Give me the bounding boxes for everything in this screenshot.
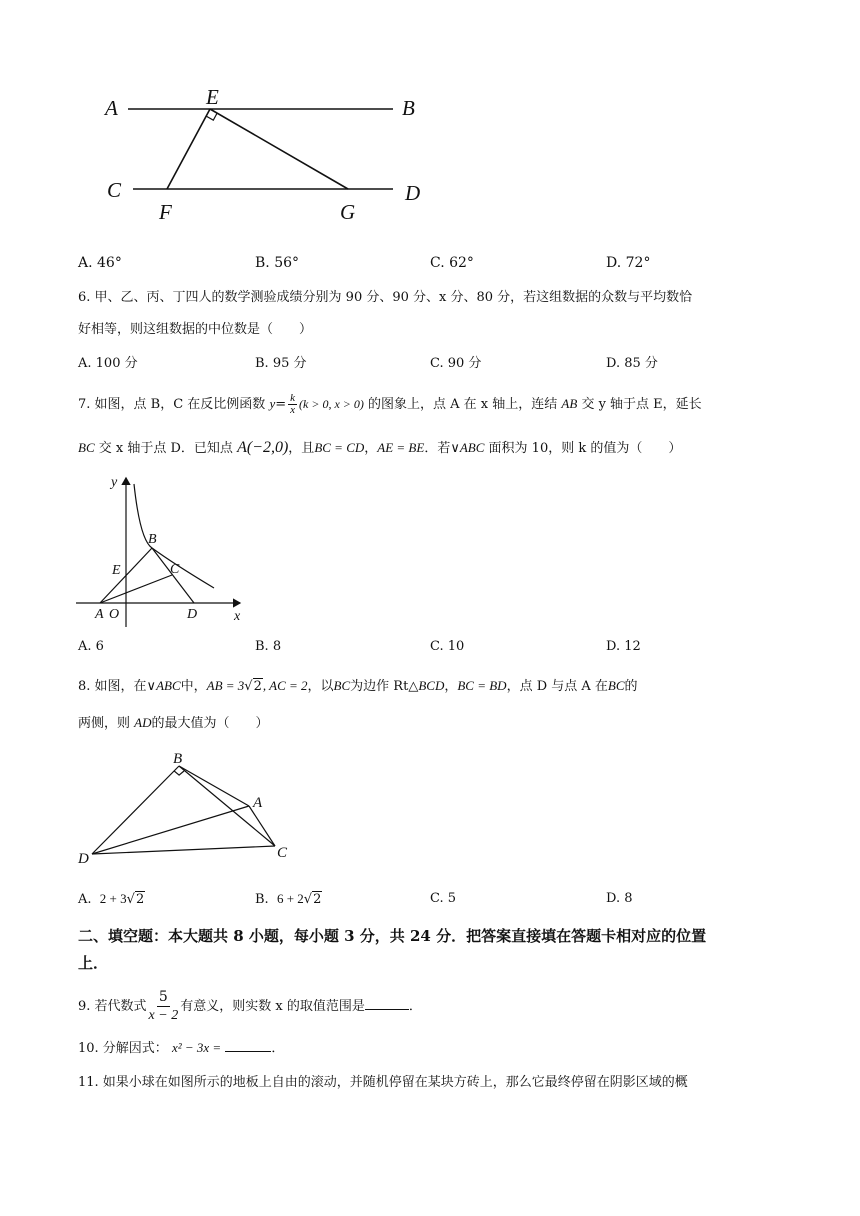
q6-option-b[interactable]: B. 95 分	[255, 356, 307, 371]
q7-option-b[interactable]: B. 8	[255, 639, 282, 654]
right-angle-mark	[174, 771, 184, 775]
q5-option-d[interactable]: D. 72°	[606, 255, 651, 271]
q8-eq-ab: AB = 3	[206, 678, 245, 693]
q11-line1: 11. 如果小球在如图所示的地板上自由的滚动，并随机停留在某块方砖上，那么它最终停留在阴影区域的概	[78, 1075, 688, 1090]
q7-option-c[interactable]: C. 10	[430, 639, 465, 654]
q7-text-f: ，	[364, 441, 378, 456]
q10-expression: x² − 3x =	[171, 1040, 222, 1055]
q8-eq-bc-bd: BC = BD	[457, 678, 507, 693]
q10-line	[78, 1037, 284, 1059]
q8-text-a: 8. 如图，在∨	[78, 679, 157, 694]
segment-ac	[249, 806, 275, 846]
label-a: A	[253, 795, 263, 811]
label-y: y	[111, 475, 118, 490]
label-b: B	[148, 532, 157, 547]
q9-text-c: ．	[408, 999, 422, 1014]
q7-abc: ABC	[459, 440, 485, 455]
label-g: G	[340, 200, 356, 224]
q7-frac-den: x	[290, 404, 296, 416]
label-b: B	[402, 96, 415, 120]
q9-frac-den: x − 2	[148, 1008, 179, 1023]
q5-option-a[interactable]: A. 46°	[78, 255, 122, 271]
label-e: E	[206, 85, 219, 109]
q8-text-e: ，	[444, 679, 458, 694]
q8-figure	[74, 748, 304, 873]
label-o: O	[109, 607, 120, 622]
q7-text-b: 的图象上，点 A 在 x 轴上，连结	[368, 397, 558, 412]
label-f: F	[159, 200, 172, 224]
q9-frac-num: 5	[158, 989, 168, 1005]
label-a: A	[95, 607, 104, 622]
q7-eq-bc-cd: BC = CD	[314, 440, 365, 455]
q7-line2	[78, 438, 681, 459]
q8-option-a-root: 2	[135, 892, 145, 907]
section2-heading-line1: 二、填空题：本大题共 8 小题，每小题 3 分，共 24 分．把答案直接填在答题卡相对应的位置	[78, 927, 707, 945]
label-x: x	[234, 609, 241, 624]
q7-eq: =	[275, 397, 287, 412]
q6-option-a[interactable]: A. 100 分	[78, 356, 138, 371]
label-d: D	[187, 607, 198, 622]
q8-option-b-root: 2	[313, 892, 322, 907]
segment-ef	[167, 109, 210, 189]
q6-line2: 好相等，则这组数据的中位数是（ ）	[78, 322, 313, 337]
q7-frac-num: k	[290, 392, 296, 404]
q5-option-b[interactable]: B. 56°	[255, 255, 300, 271]
q6-option-d[interactable]: D. 85 分	[606, 356, 658, 371]
segment-eg	[210, 109, 348, 189]
q9-answer-blank[interactable]	[365, 995, 409, 1010]
q8-option-c[interactable]: C. 5	[430, 891, 457, 906]
q7-text-a: 7. 如图，点 B，C 在反比例函数	[78, 397, 266, 412]
q7-point-a: A(−2,0)	[237, 439, 289, 456]
q8-option-d[interactable]: D. 8	[606, 891, 633, 906]
q8-abc: ABC	[156, 678, 181, 693]
q8-text-g: 的	[624, 679, 638, 694]
label-c: C	[277, 845, 288, 861]
label-d: D	[405, 181, 421, 205]
q8-text-b: 中，	[180, 679, 207, 694]
q8-option-a-prefix: A.	[78, 892, 92, 907]
q9-text-b: 有意义，则实数 x 的取值范围是	[180, 999, 365, 1014]
segment-dc	[92, 846, 275, 854]
q8-line1: 8. 如图，在∨ABC中，AB = 3√2, AC = 2，以BC为边作 Rt△BCD，BC = BD，点 D 与点 A 在BC的	[78, 678, 638, 694]
q7-fraction	[288, 393, 297, 416]
label-c: C	[170, 562, 180, 577]
q7-line1	[78, 393, 702, 416]
section2-heading-line2: 上．	[78, 954, 109, 972]
segment-ba	[179, 766, 249, 806]
q7-text-g: ．若∨	[424, 441, 460, 456]
q8-bcd: BCD	[418, 678, 445, 693]
segment-ac	[100, 575, 172, 603]
q7-option-d[interactable]: D. 12	[606, 639, 641, 654]
label-c: C	[107, 178, 122, 202]
q8-option-b-expr: 6 + 2	[276, 891, 304, 906]
q9-text-a: 9. 若代数式	[78, 999, 147, 1014]
q7-option-a[interactable]: A. 6	[78, 639, 104, 654]
label-e: E	[112, 563, 121, 578]
label-d: D	[78, 851, 89, 867]
q8-eq-ac: , AC = 2	[262, 678, 308, 693]
q7-bc: BC	[78, 440, 95, 455]
q7-text-d: 交 x 轴于点 D．已知点	[98, 441, 233, 456]
q8-text-d: 为边作 Rt△	[350, 679, 419, 694]
q8-ad: AD	[134, 715, 152, 730]
q7-condition: (k > 0, x > 0)	[299, 397, 364, 411]
q8-text-i: 的最大值为（ ）	[151, 716, 269, 731]
q7-ab: AB	[561, 396, 578, 411]
q8-text-c: ，以	[307, 679, 334, 694]
label-a: A	[105, 96, 118, 120]
q8-text-f: ，点 D 与点 A 在	[506, 679, 608, 694]
q7-figure	[74, 470, 254, 630]
q10-text-c: ．	[271, 1041, 285, 1056]
q7-text-c: 交 y 轴于点 E，延长	[581, 397, 702, 412]
q8-option-b[interactable]: B. 6 + 2√2	[255, 891, 322, 907]
q10-answer-blank[interactable]	[225, 1037, 271, 1052]
q8-text-h: 两侧，则	[78, 716, 131, 731]
q8-option-a-expr: 2 + 3	[99, 891, 127, 906]
label-b: B	[173, 751, 183, 767]
q10-text-a: 10. 分解因式：	[78, 1041, 168, 1056]
q8-option-b-prefix: B.	[255, 892, 269, 907]
q7-y: y	[269, 396, 276, 411]
q6-option-c[interactable]: C. 90 分	[430, 356, 482, 371]
q5-figure	[95, 82, 435, 232]
q8-root: 2	[253, 679, 262, 694]
q8-bc-2: BC	[607, 678, 625, 693]
q7-text-h: 面积为 10，则 k 的值为（ ）	[488, 441, 682, 456]
q9-line	[78, 988, 422, 1025]
q8-option-a[interactable]: A. 2 + 3√2	[78, 891, 145, 907]
q8-bc: BC	[333, 678, 351, 693]
q5-option-c[interactable]: C. 62°	[430, 255, 474, 271]
q7-eq-ae-be: AE = BE	[377, 440, 425, 455]
q6-line1: 6. 甲、乙、丙、丁四人的数学测验成绩分别为 90 分、90 分、x 分、80 分，若这组数据的众数与平均数恰	[78, 290, 693, 305]
q7-text-e: ，且	[288, 441, 315, 456]
q8-line2	[78, 713, 269, 734]
